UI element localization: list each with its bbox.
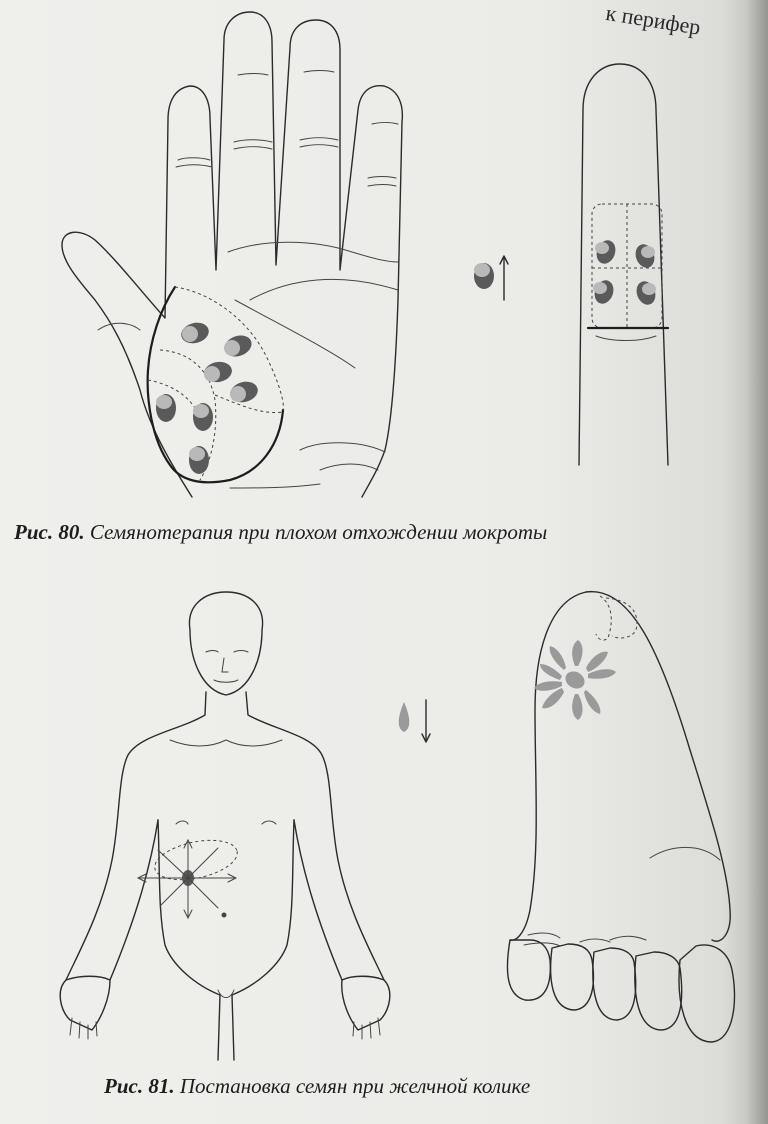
- finger-illustration: [579, 64, 668, 465]
- seed-up-arrow-icon: [474, 256, 508, 300]
- foot-sole-illustration: [507, 592, 734, 1042]
- figure-81-body-illustration: [0, 590, 768, 1060]
- figure-80-caption: [14, 520, 547, 545]
- figure-81-label: Рис. 81.: [104, 1074, 175, 1098]
- seed-down-arrow-icon: [399, 700, 430, 742]
- figure-80-palm-illustration: [0, 0, 768, 500]
- figure-80-caption-text: Семянотерапия при плохом отхождении мокроты: [89, 520, 548, 544]
- running-header-fragment: к перифер: [604, 0, 703, 40]
- palm-seeds: [156, 320, 260, 474]
- figure-81-caption: [104, 1074, 530, 1099]
- figure-80-label: Рис. 80.: [14, 520, 85, 544]
- figure-81-caption-text: Постановка семян при желчной колике: [179, 1074, 531, 1098]
